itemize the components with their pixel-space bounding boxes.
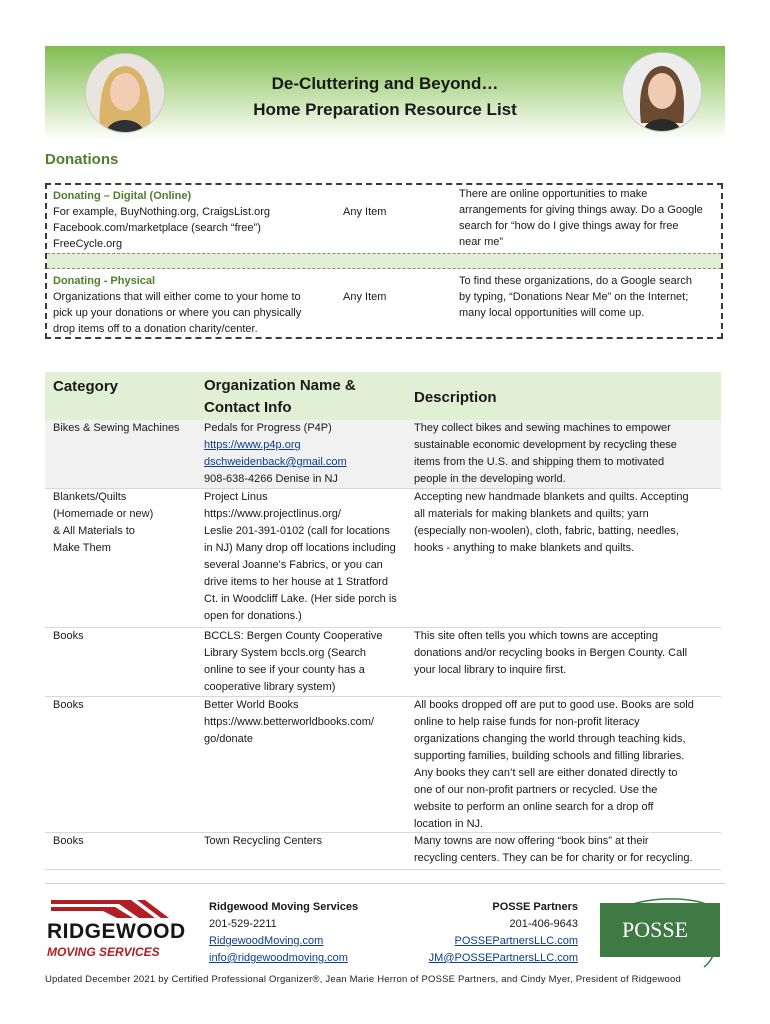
- donation-desc-line: arrangements for giving things away. Do a Google: [459, 204, 703, 216]
- cell-organization: [204, 697, 409, 748]
- desc-text: This site often tells you which towns are accepting: [414, 630, 658, 642]
- org-text: Library System bccls.org (Search: [204, 647, 366, 659]
- cell-organization: [204, 833, 409, 850]
- donation-text: Organizations that will either come to your home to: [53, 291, 301, 303]
- donation-title: Donating - Physical: [53, 275, 156, 287]
- org-text: cooperative library system): [204, 681, 336, 693]
- category-text: & All Materials to: [53, 525, 135, 537]
- cell-organization: [204, 489, 409, 625]
- ridgewood-logo-name: RIDGEWOOD: [47, 920, 186, 943]
- posse-website-link[interactable]: POSSEPartnersLLC.com: [454, 935, 578, 947]
- table-row: [45, 697, 721, 833]
- org-text: BCCLS: Bergen County Cooperative: [204, 630, 383, 642]
- desc-text: location in NJ.: [414, 818, 484, 830]
- donation-type: Any Item: [343, 291, 387, 303]
- org-text: open for donations.): [204, 610, 302, 622]
- desc-text: sustainable economic development by recycling these: [414, 439, 677, 451]
- donation-text: pick up your donations or where you can physically: [53, 307, 302, 319]
- desc-text: all materials for making blankets and quilts; yarn: [414, 508, 649, 520]
- org-text: Leslie 201-391-0102 (call for locations: [204, 525, 390, 537]
- org-text: online to see if your county has a: [204, 664, 365, 676]
- ridgewood-logo: [45, 896, 185, 968]
- footer-note: Updated December 2021 by Certified Professional Organizer®, Jean Marie Herron of POSSE Partners, and Cindy Myer, President of Ridgewood: [45, 974, 681, 985]
- table-row: [45, 628, 721, 697]
- table-row: [45, 489, 721, 628]
- desc-text: supporting families, building schools and filling libraries.: [414, 750, 685, 762]
- donation-desc-line: by typing, “Donations Near Me” on the Internet;: [459, 291, 689, 303]
- org-text: Better World Books: [204, 699, 299, 711]
- cell-category: [53, 489, 193, 557]
- category-text: Bikes & Sewing Machines: [53, 422, 180, 434]
- cell-description: [414, 489, 717, 557]
- ridgewood-logo-sub: MOVING SERVICES: [47, 945, 160, 959]
- cell-category: [53, 420, 193, 437]
- page-title: De-Cluttering and Beyond…: [271, 74, 499, 93]
- page-header: [45, 46, 725, 140]
- donation-text: FreeCycle.org: [53, 238, 123, 250]
- desc-text: people in the developing world.: [414, 473, 566, 485]
- page-subtitle: Home Preparation Resource List: [253, 100, 517, 119]
- desc-text: online to help raise funds for non-profit literacy: [414, 716, 640, 728]
- woman-portrait-icon: [623, 53, 701, 131]
- desc-text: recycling centers. They can be for charity or for recycling.: [414, 852, 693, 864]
- org-text: Project Linus: [204, 491, 268, 503]
- ridgewood-stripes-icon: [45, 896, 185, 922]
- org-website-text: https://www.projectlinus.org/: [204, 508, 341, 520]
- donation-desc-line: near me”: [459, 236, 504, 248]
- woman-portrait-icon: [86, 54, 164, 132]
- org-text: in NJ) Many drop off locations including: [204, 542, 396, 554]
- posse-name: POSSE Partners: [492, 901, 578, 913]
- desc-text: your local library to inquire first.: [414, 664, 567, 676]
- desc-text: Accepting new handmade blankets and quilts. Accepting: [414, 491, 689, 503]
- org-text: Town Recycling Centers: [204, 835, 322, 847]
- desc-text: All books dropped off are put to good use. Books are sold: [414, 699, 694, 711]
- donations-box: [45, 183, 723, 339]
- org-text: Ct. in Woodcliff Lake. (Her side porch is: [204, 593, 397, 605]
- donation-row: [47, 185, 721, 253]
- column-header-description: Description: [414, 389, 497, 406]
- cell-category: [53, 628, 193, 645]
- category-text: Blankets/Quilts: [53, 491, 127, 503]
- table-row: [45, 833, 721, 870]
- ridgewood-contact: [209, 899, 358, 967]
- desc-text: one of our non-profit partners or recycled. Use the: [414, 784, 658, 796]
- org-website-link[interactable]: https://www.p4p.org: [204, 439, 301, 451]
- cell-organization: [204, 420, 409, 488]
- category-text: Make Them: [53, 542, 111, 554]
- org-website-text: https://www.betterworldbooks.com/: [204, 716, 374, 728]
- column-header-category: Category: [53, 378, 119, 395]
- category-text: (Homemade or new): [53, 508, 154, 520]
- desc-text: Any books they can’t sell are either donated directly to: [414, 767, 678, 779]
- desc-text: donations and/or recycling books in Bergen County. Call: [414, 647, 688, 659]
- avatar-left: [86, 54, 164, 132]
- header-title-block: [195, 74, 575, 120]
- org-text: several Joanne's Fabrics, or you can: [204, 559, 383, 571]
- posse-logo-text: POSSE: [622, 917, 689, 942]
- posse-logo: [600, 895, 725, 975]
- donation-desc-line: search for “how do I give things away for free: [459, 220, 679, 232]
- desc-text: organizations changing the world through teaching kids,: [414, 733, 686, 745]
- donation-source: [53, 273, 333, 337]
- category-text: Books: [53, 699, 84, 711]
- table-row: [45, 420, 721, 489]
- ridgewood-website-link[interactable]: RidgewoodMoving.com: [209, 935, 324, 947]
- donation-source: [53, 188, 333, 252]
- donation-separator: [47, 253, 721, 269]
- footer-divider: [45, 883, 725, 884]
- cell-description: [414, 628, 717, 679]
- column-header-organization: [204, 375, 404, 419]
- donation-text: For example, BuyNothing.org, CraigsList.org: [53, 206, 271, 218]
- org-website-text: go/donate: [204, 733, 253, 745]
- org-text: Pedals for Progress (P4P): [204, 422, 332, 434]
- table-header-row: [45, 372, 721, 420]
- donation-desc-line: many local opportunities will come up.: [459, 307, 645, 319]
- category-text: Books: [53, 630, 84, 642]
- column-header-org-line: Contact Info: [204, 399, 292, 416]
- org-text: 908-638-4266 Denise in NJ: [204, 473, 338, 485]
- cell-description: [414, 833, 717, 867]
- desc-text: hooks - anything to make blankets and quilts.: [414, 542, 635, 554]
- donation-desc-line: To find these organizations, do a Google search: [459, 275, 692, 287]
- avatar-right: [623, 53, 701, 131]
- category-text: Books: [53, 835, 84, 847]
- desc-text: They collect bikes and sewing machines to empower: [414, 422, 671, 434]
- cell-organization: [204, 628, 409, 696]
- desc-text: (especially non-woolen), cloth, fabric, batting, needles,: [414, 525, 679, 537]
- cell-category: [53, 697, 193, 714]
- cell-description: [414, 420, 717, 488]
- donation-type: Any Item: [343, 206, 387, 218]
- desc-text: items from the U.S. and shipping them to motivated: [414, 456, 665, 468]
- posse-email-link[interactable]: JM@POSSEPartnersLLC.com: [428, 952, 578, 964]
- ridgewood-phone: 201-529-2211: [209, 918, 277, 930]
- donation-row: [47, 269, 721, 337]
- donation-text: Facebook.com/marketplace (search “free”): [53, 222, 261, 234]
- donations-heading: Donations: [45, 151, 119, 168]
- donation-description: [459, 186, 721, 250]
- desc-text: website to perform an online search for a drop off: [414, 801, 654, 813]
- desc-text: Many towns are now offering “book bins” at their: [414, 835, 649, 847]
- resource-table: [45, 372, 721, 870]
- donation-description: [459, 273, 721, 321]
- ridgewood-email-link[interactable]: info@ridgewoodmoving.com: [209, 952, 348, 964]
- column-header-org-line: Organization Name &: [204, 377, 356, 394]
- donation-title: Donating – Digital (Online): [53, 190, 192, 202]
- org-text: drive items to her house at 1 Stratford: [204, 576, 389, 588]
- donation-desc-line: There are online opportunities to make: [459, 188, 648, 200]
- donation-text: drop items off to a donation charity/center.: [53, 323, 258, 335]
- ridgewood-name: Ridgewood Moving Services: [209, 901, 359, 913]
- org-email-link[interactable]: dschweidenback@gmail.com: [204, 456, 347, 468]
- cell-category: [53, 833, 193, 850]
- cell-description: [414, 697, 717, 833]
- posse-contact: [400, 899, 578, 967]
- posse-phone: 201-406-9643: [509, 918, 578, 930]
